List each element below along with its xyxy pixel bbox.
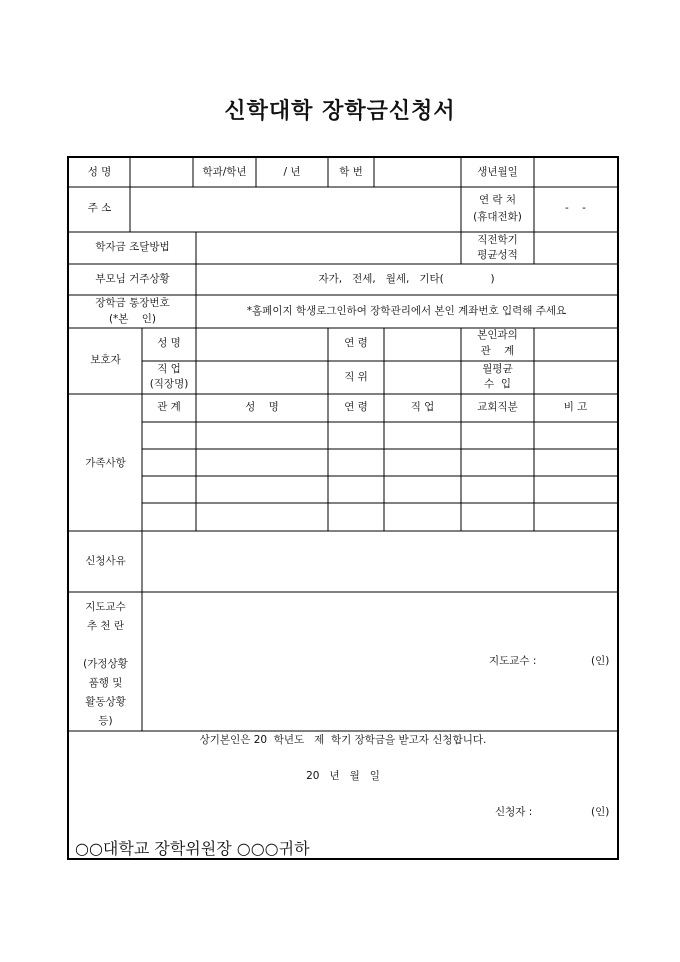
phone-field[interactable]: - - — [565, 202, 586, 214]
family-header-church-role: 교회직분 — [477, 401, 518, 413]
guardian-income-field[interactable] — [535, 362, 616, 393]
guardian-section-label: 보호자 — [90, 354, 121, 366]
advisor-signer-label: 지도교수 : — [489, 655, 537, 667]
guardian-name-label: 성 명 — [157, 337, 181, 349]
address-label: 주 소 — [87, 202, 112, 214]
funding-method-field[interactable] — [197, 233, 460, 263]
family-row[interactable] — [143, 477, 616, 502]
bank-account-label-1: 장학금 통장번호 — [95, 297, 170, 309]
applicant-label: 신청자 : — [495, 806, 533, 818]
guardian-position-field[interactable] — [385, 362, 460, 393]
student-number-label: 학 번 — [339, 166, 363, 178]
reason-label: 신청사유 — [85, 555, 126, 567]
recommend-label-line: 활동상황 — [85, 696, 126, 708]
bank-account-note: *홈페이지 학생로그인하여 장학관리에서 본인 계좌번호 입력해 주세요 — [246, 305, 567, 317]
recommend-label-line: 지도교수 — [85, 601, 126, 613]
contact-label-1: 연 락 처 — [478, 194, 517, 206]
declaration-date[interactable]: 20 년 월 일 — [306, 770, 380, 782]
guardian-position-label: 직 위 — [344, 371, 368, 383]
guardian-income-label-1: 월평균 — [482, 363, 513, 375]
guardian-job-label-1: 직 업 — [157, 363, 181, 375]
family-row[interactable] — [143, 504, 616, 530]
recommend-label-line — [69, 636, 142, 655]
name-label: 성 명 — [87, 166, 112, 178]
family-row[interactable] — [143, 423, 616, 448]
name-field[interactable] — [131, 159, 192, 186]
family-section-label: 가족사항 — [85, 457, 126, 469]
recommend-label — [69, 598, 142, 731]
advisor-seal: (인) — [591, 655, 610, 667]
recommend-field[interactable] — [143, 593, 616, 730]
application-form — [67, 156, 619, 860]
declaration-statement: 상기본인은 20 학년도 제 학기 장학금을 받고자 신청합니다. — [199, 734, 487, 746]
recommend-label-line: (가정상황 — [83, 658, 128, 670]
funding-method-label: 학자금 조달방법 — [95, 241, 170, 253]
recommend-label-line: 품행 및 — [88, 677, 123, 689]
grade-field[interactable]: / 년 — [283, 166, 301, 178]
guardian-name-field[interactable] — [197, 329, 327, 360]
gpa-label-2: 평균성적 — [477, 249, 518, 261]
contact-label-2: (휴대전화) — [473, 211, 522, 223]
page-title: 신학대학 장학금신청서 — [224, 99, 456, 124]
birth-date-label: 생년월일 — [477, 166, 518, 178]
guardian-age-field[interactable] — [385, 329, 460, 360]
family-header-job: 직 업 — [410, 401, 435, 413]
guardian-relation-label-1: 본인과의 — [477, 329, 518, 341]
bank-account-label-2: (*본 인) — [108, 313, 157, 325]
family-row[interactable] — [143, 450, 616, 475]
applicant-seal: (인) — [591, 806, 610, 818]
housing-options[interactable]: 자가, 전세, 월세, 기타( ) — [318, 273, 495, 285]
dept-grade-label: 학과/학년 — [202, 166, 247, 178]
family-header-age: 연 령 — [344, 401, 368, 413]
family-header-relation: 관 계 — [157, 401, 181, 413]
gpa-label-1: 직전학기 — [477, 234, 518, 246]
guardian-age-label: 연 령 — [344, 337, 368, 349]
recommend-label-line: 추 천 란 — [86, 620, 125, 632]
recommend-label-line: 등) — [98, 715, 113, 727]
gpa-field[interactable] — [535, 233, 616, 263]
guardian-job-label-2: (직장명) — [149, 378, 189, 390]
housing-label: 부모님 거주상황 — [95, 273, 170, 285]
student-number-field[interactable] — [375, 159, 460, 186]
family-header-name: 성 명 — [245, 401, 279, 413]
guardian-job-field[interactable] — [197, 362, 327, 393]
addressee-line: ○○대학교 장학위원장 ○○○귀하 — [75, 839, 310, 858]
reason-field[interactable] — [143, 532, 616, 591]
address-field[interactable] — [131, 188, 460, 231]
family-header-remarks: 비 고 — [563, 401, 588, 413]
guardian-relation-field[interactable] — [535, 329, 616, 360]
guardian-income-label-2: 수 입 — [484, 378, 511, 390]
guardian-relation-label-2: 관 계 — [480, 345, 515, 357]
birth-date-field[interactable] — [535, 159, 616, 186]
